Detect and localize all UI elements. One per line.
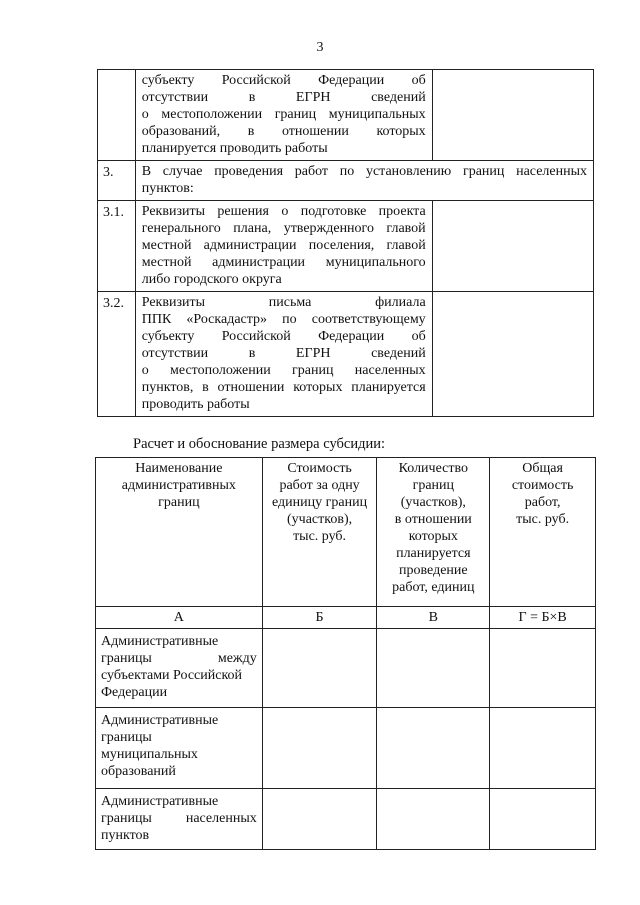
column-letter: А [96,607,263,629]
table-row [98,201,594,292]
text-line: Реквизиты решения о подготовке проекта [141,204,426,219]
value-cell [262,629,377,708]
requirement-text-cell [135,201,432,292]
requirements-table [97,69,594,417]
text-line: пунктов: [141,181,194,196]
section-heading-cell [135,161,593,201]
header-total-cost-cell: Общая стоимость работ, тыс. руб. [490,458,596,607]
row-name-cell: Административные границы населенных пунктов [96,789,263,850]
requirement-text-cell [135,70,432,161]
column-letter: Б [262,607,377,629]
text-line: о местоположении границ населенных [141,363,426,378]
row-number-cell: 3.1. [98,201,136,292]
table-row [98,292,594,417]
text-line: образований, в отношении которых [141,124,426,139]
row-number-cell [98,70,136,161]
text-line: пунктов, в отношении которых планируется [141,380,426,395]
requirement-text-cell [135,292,432,417]
text-line: В случае проведения работ по установлению границ населенных [141,164,587,179]
row-number-cell: 3.2. [98,292,136,417]
requirement-value-cell [432,292,593,417]
table-row [96,789,596,850]
value-cell [490,629,596,708]
column-letter: Г = Б×В [490,607,596,629]
header-name-cell: Наименование административных границ [96,458,263,607]
header-quantity-cell: Количество границ (участков), в отношении которых планируется проведение работ, единиц [377,458,490,607]
value-cell [262,708,377,789]
column-letter: В [377,607,490,629]
text-line: либо городского округа [141,272,282,287]
text-line: генерального плана, утвержденного главой [141,221,426,236]
subsidy-table [95,457,596,850]
text-line: местной администрации поселения, главой [141,238,426,253]
text-line: о местоположении границ муниципальных [141,107,426,122]
table-row [96,629,596,708]
text-line: субъекту Российской Федерации об [141,73,426,88]
column-letters-row [96,607,596,629]
text-line: Реквизиты письма филиала [141,295,426,310]
row-name-cell: Административные границы между субъектами Российской Федерации [96,629,263,708]
value-cell [377,629,490,708]
text-line: ППК «Роскадастр» по соответствующему [141,312,426,327]
requirement-value-cell [432,201,593,292]
table-row [98,161,594,201]
table-row [96,708,596,789]
text-line: местной администрации муниципального [141,255,426,270]
value-cell [490,789,596,850]
text-line: проводить работы [141,397,250,412]
table-row [98,70,594,161]
page-number: 3 [316,40,324,55]
text-line: отсутствии в ЕГРН сведений [141,346,426,361]
text-line: субъекту Российской Федерации об [141,329,426,344]
value-cell [262,789,377,850]
requirement-value-cell [432,70,593,161]
row-name-cell: Административные границы муниципальных образований [96,708,263,789]
value-cell [377,789,490,850]
row-number-cell: 3. [98,161,136,201]
value-cell [377,708,490,789]
subsidy-intro: Расчет и обоснование размера субсидии: [133,436,386,452]
text-line: планируется проводить работы [141,141,328,156]
text-line: отсутствии в ЕГРН сведений [141,90,426,105]
header-unit-cost-cell: Стоимость работ за одну единицу границ (участков), тыс. руб. [262,458,377,607]
value-cell [490,708,596,789]
table-header-row [96,458,596,607]
